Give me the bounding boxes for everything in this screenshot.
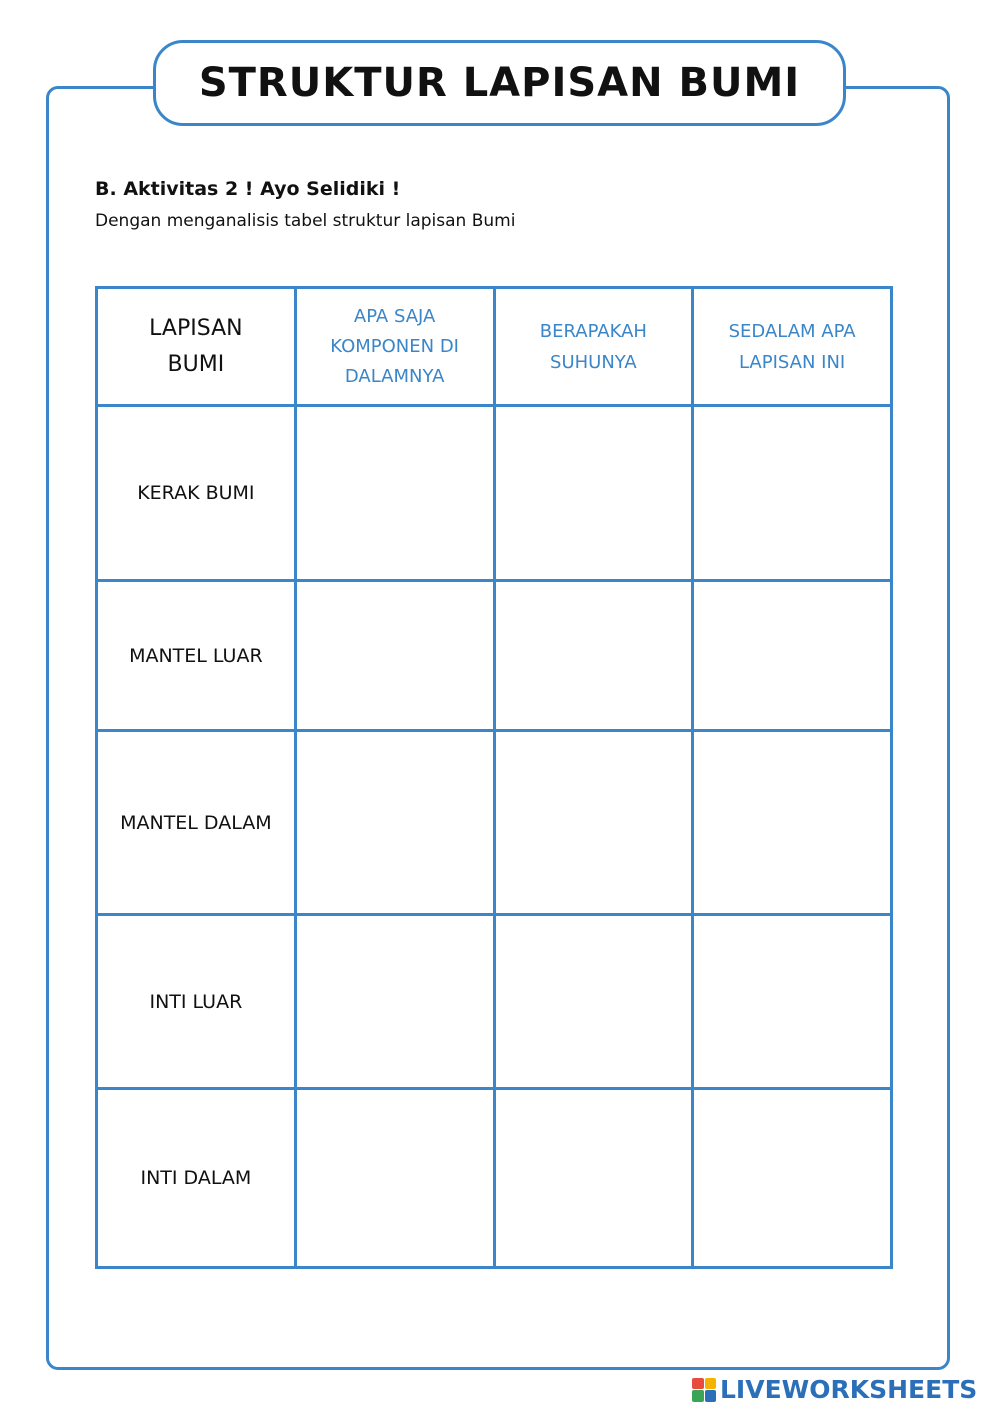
depth-answer-cell[interactable] bbox=[693, 1089, 892, 1268]
table-row bbox=[97, 731, 892, 915]
temperature-answer-cell[interactable] bbox=[494, 731, 693, 915]
components-answer-cell[interactable] bbox=[295, 1089, 494, 1268]
header-components-line: KOMPONEN DI bbox=[330, 335, 459, 357]
header-temperature-line: BERAPAKAH bbox=[539, 320, 647, 342]
activity-heading: B. Aktivitas 2 ! Ayo Selidiki ! bbox=[95, 178, 401, 200]
temperature-answer-cell[interactable] bbox=[494, 406, 693, 581]
depth-answer-cell[interactable] bbox=[693, 915, 892, 1089]
layer-name-cell: MANTEL DALAM bbox=[97, 731, 296, 915]
layer-name-cell: MANTEL LUAR bbox=[97, 581, 296, 731]
components-answer-cell[interactable] bbox=[295, 406, 494, 581]
header-components-line: APA SAJA bbox=[353, 305, 436, 327]
table-row bbox=[97, 915, 892, 1089]
watermark-text: LIVEWORKSHEETS bbox=[720, 1375, 978, 1404]
layer-name-cell: KERAK BUMI bbox=[97, 406, 296, 581]
header-temperature bbox=[494, 288, 693, 406]
header-depth-line: SEDALAM APA bbox=[728, 320, 856, 342]
table-row bbox=[97, 1089, 892, 1268]
page-title bbox=[153, 40, 846, 126]
header-depth bbox=[693, 288, 892, 406]
components-answer-cell[interactable] bbox=[295, 915, 494, 1089]
temperature-answer-cell[interactable] bbox=[494, 581, 693, 731]
header-temperature-line: SUHUNYA bbox=[550, 351, 637, 373]
components-answer-cell[interactable] bbox=[295, 581, 494, 731]
page-title-text: STRUKTUR LAPISAN BUMI bbox=[198, 60, 801, 106]
header-layer bbox=[97, 288, 296, 406]
components-answer-cell[interactable] bbox=[295, 731, 494, 915]
table-row bbox=[97, 581, 892, 731]
depth-answer-cell[interactable] bbox=[693, 581, 892, 731]
liveworksheets-logo-icon bbox=[692, 1378, 716, 1402]
liveworksheets-watermark bbox=[692, 1375, 977, 1404]
header-components-line: DALAMNYA bbox=[344, 365, 445, 387]
temperature-answer-cell[interactable] bbox=[494, 915, 693, 1089]
layer-name-cell: INTI DALAM bbox=[97, 1089, 296, 1268]
header-layer-line: BUMI bbox=[167, 351, 225, 377]
earth-layers-table bbox=[95, 286, 893, 1269]
activity-instruction: Dengan menganalisis tabel struktur lapisan Bumi bbox=[95, 211, 516, 231]
table-header-row bbox=[97, 288, 892, 406]
depth-answer-cell[interactable] bbox=[693, 406, 892, 581]
header-layer-line: LAPISAN bbox=[149, 315, 243, 341]
table-row bbox=[97, 406, 892, 581]
header-components bbox=[295, 288, 494, 406]
depth-answer-cell[interactable] bbox=[693, 731, 892, 915]
temperature-answer-cell[interactable] bbox=[494, 1089, 693, 1268]
header-depth-line: LAPISAN INI bbox=[738, 351, 846, 373]
layer-name-cell: INTI LUAR bbox=[97, 915, 296, 1089]
